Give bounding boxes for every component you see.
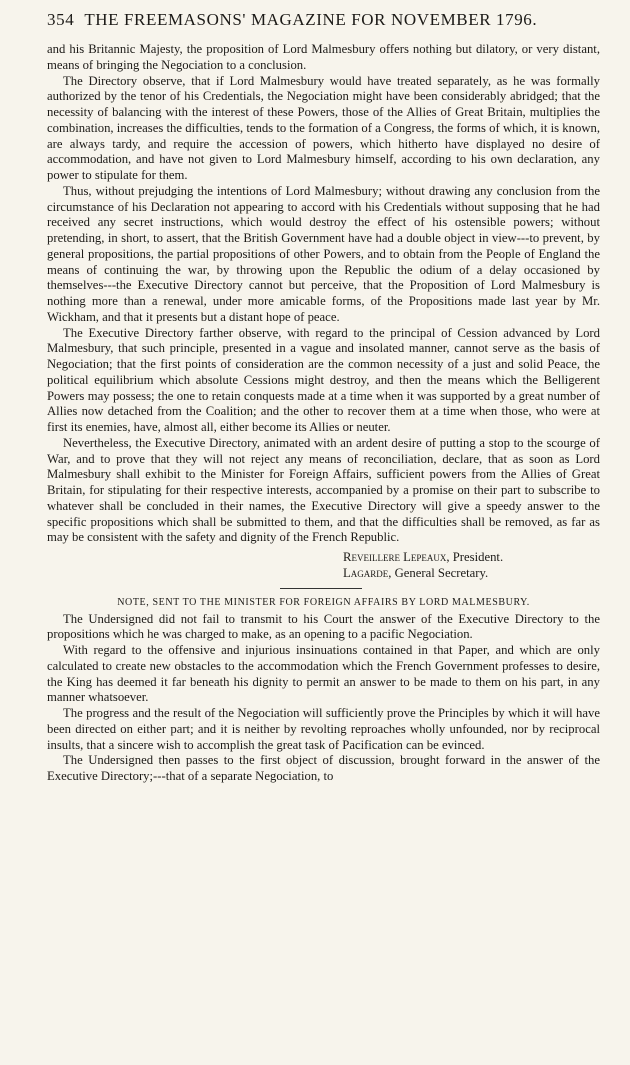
- signature-line: [343, 550, 600, 566]
- page-number: 354: [47, 10, 75, 29]
- section-divider: [280, 588, 362, 589]
- signatory-name: Lagarde,: [343, 565, 392, 580]
- signatory-title: President.: [452, 550, 504, 564]
- paragraph: The progress and the result of the Negociation will sufficiently prove the Principles by which it will have been directed on either part; and it is neither by revolting reproaches wholly unfounded, nor by reciprocal insults, that a sincere wish to accomplish the great task of Pacification can be evinced.: [47, 706, 600, 752]
- signature-block: [47, 550, 600, 582]
- running-title: THE FREEMASONS' MAGAZINE FOR NOVEMBER 1796.: [84, 10, 538, 29]
- paragraph: With regard to the offensive and injurious insinuations contained in that Paper, and which are only calculated to create new obstacles to the accommodation which the French Government professes to desire, the King has deemed it far beneath his dignity to permit an answer to be made to them on his part, in any manner whatsoever.: [47, 643, 600, 705]
- note-heading: NOTE, SENT TO THE MINISTER FOR FOREIGN AFFAIRS BY LORD MALMESBURY.: [117, 596, 530, 608]
- signature-line: [343, 566, 600, 582]
- paragraph: The Undersigned did not fail to transmit to his Court the answer of the Executive Directory to the propositions which he was charged to make, as an opening to a pacific Negociation.: [47, 611, 600, 642]
- paragraph: and his Britannic Majesty, the proposition of Lord Malmesbury offers nothing but dilatory, or very distant, means of bringing the Negociation to a conclusion.: [47, 42, 600, 72]
- paragraph: Nevertheless, the Executive Directory, animated with an ardent desire of putting a stop to the scourge of War, and to prove that they will not reject any means of reconciliation, declare, that as soon as Lord Malmesbury shall exhibit to the Minister for Foreign Affairs, sufficient powers from the Allies of Great Britain, for stipulating for their respective interests, accompanied by a promise on their part to subscribe to whatever shall be concluded in their names, the Executive Directory will give a speedy answer to the specific propositions which shall be submitted to them, and that the difficulties shall be removed, as far as may be consistent with the safety and dignity of the French Republic.: [47, 435, 600, 545]
- note-body: [47, 612, 600, 785]
- signatory-title: General Secretary.: [394, 565, 489, 580]
- running-header: [47, 10, 600, 42]
- paragraph: The Executive Directory farther observe, with regard to the principal of Cession advanced by Lord Malmesbury, that such principle, presented in a vague and insolated manner, cannot serve as the basis of Negociation; that the first points of consideration are the common necessity of a just and solid Peace, the political equilibrium which absolute Cessions might destroy, and then the means which the Belligerent Powers may possess; the one to retain conquests made at a time when it was supported by a great number of Allies now detached from the Coalition; and the other to recover them at a time when those, who were at first its enemies, have, almost all, either become its Allies or neuter.: [47, 325, 600, 434]
- paragraph: The Undersigned then passes to the first object of discussion, brought forward in the answer of the Executive Directory;---that of a separate Negociation, to: [47, 753, 600, 783]
- paragraph: The Directory observe, that if Lord Malmesbury would have treated separately, as he was formally authorized by the tenor of his Credentials, the Negociation might have been considerably abridged; that the necessity of balancing with the interest of these Powers, those of the Allies of Great Britain, multiplies the combination, increases the difficulties, tends to the formation of a Congress, the forms of which, it is known, are always tardy, and require the accession of powers, which hitherto have displayed no desire of accommodation, and have not given to Lord Malmesbury himself, according to his own declaration, any power to stipulate for them.: [47, 73, 600, 182]
- signatory-name: Reveillere Lepeaux,: [343, 550, 450, 564]
- paragraph: Thus, without prejudging the intentions of Lord Malmesbury; without drawing any conclusion from the circumstance of his Declaration not appearing to accord with his Credentials without supposing that he had received any secret instructions, which would destroy the effect of his ostensible powers; without pretending, in short, to assert, that the British Government have had a double object in view---to prevent, by general propositions, the partial propositions of other Powers, and to obtain from the People of England the means of continuing the war, by throwing upon the Republic the odium of a delay occasioned by themselves---the Executive Directory cannot but perceive, that the Proposition of Lord Malmesbury is nothing more than a renewal, under more amicable forms, of the Propositions made last year by Mr. Wickham, and that it presents but a distant hope of peace.: [47, 183, 600, 324]
- article-body: [47, 42, 600, 546]
